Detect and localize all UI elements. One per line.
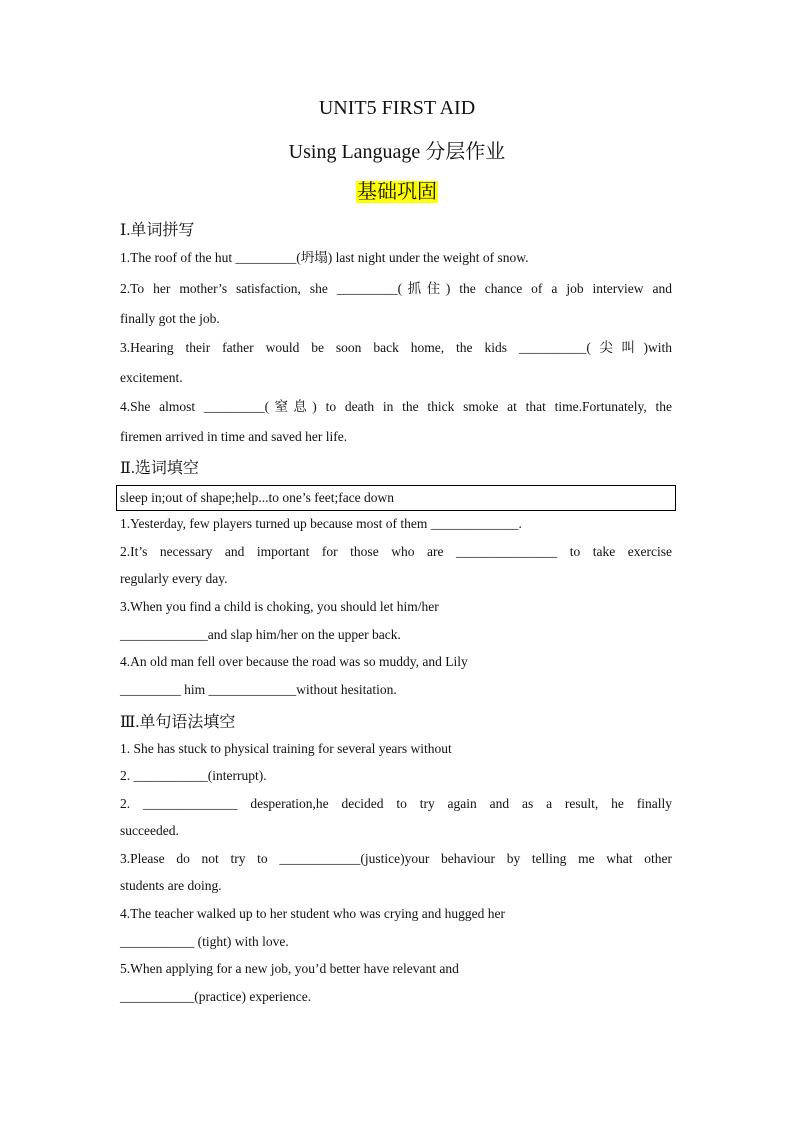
section3-line-3: 2. ______________ desperation,he decided to try again and as a result, he finally [120, 796, 672, 811]
section2-heading: Ⅱ.选词填空 [120, 460, 199, 477]
page-title: UNIT5 FIRST AID [318, 97, 476, 119]
level-label [0, 175, 794, 204]
section3-line-2: 2. ___________(interrupt). [120, 768, 267, 783]
section3-line-10: ___________(practice) experience. [120, 989, 312, 1004]
section1-line-5: excitement. [120, 370, 183, 385]
section3-line-4: succeeded. [120, 823, 179, 838]
section2-line-7: _________ him _____________without hesitation. [120, 682, 397, 697]
section2-line-3: regularly every day. [120, 571, 228, 586]
section2-line-2: 2.It’s necessary and important for those who are _______________ to take exercise [120, 544, 672, 559]
section1-line-2: 2.To her mother’s satisfaction, she _________(抓住) the chance of a job interview and [120, 281, 672, 296]
section3-heading: Ⅲ.单句语法填空 [120, 714, 236, 731]
section3-line-9: 5.When applying for a new job, you’d better have relevant and [120, 961, 459, 976]
section1-line-4: 3.Hearing their father would be soon back home, the kids __________(尖叫)with [120, 340, 672, 355]
section3-line-5: 3.Please do not try to ____________(justice)your behaviour by telling me what other [120, 851, 672, 866]
section1-line-7: firemen arrived in time and saved her life. [120, 429, 348, 444]
section2-line-6: 4.An old man fell over because the road was so muddy, and Lily [120, 654, 468, 669]
section3-line-6: students are doing. [120, 878, 222, 893]
section2-line-4: 3.When you find a child is choking, you should let him/her [120, 599, 439, 614]
page-subtitle: Using Language 分层作业 [288, 141, 506, 163]
section3-line-7: 4.The teacher walked up to her student who was crying and hugged her [120, 906, 506, 921]
section1-line-1: 1.The roof of the hut _________(坍塌) last night under the weight of snow. [120, 250, 529, 265]
level-highlight: 基础巩固 [357, 181, 437, 203]
section3-line-8: ___________ (tight) with love. [120, 934, 289, 949]
section1-heading: Ⅰ.单词拼写 [120, 222, 195, 239]
section1-line-3: finally got the job. [120, 311, 220, 326]
section2-line-5: _____________and slap him/her on the upper back. [120, 627, 401, 642]
section3-line-1: 1. She has stuck to physical training for several years without [120, 741, 452, 756]
word-bank-text: sleep in;out of shape;help...to one’s feet;face down [120, 490, 395, 505]
section2-line-1: 1.Yesterday, few players turned up because most of them _____________. [120, 516, 522, 531]
section1-line-6: 4.She almost _________(窒息) to death in the thick smoke at that time.Fortunately, the [120, 399, 672, 414]
